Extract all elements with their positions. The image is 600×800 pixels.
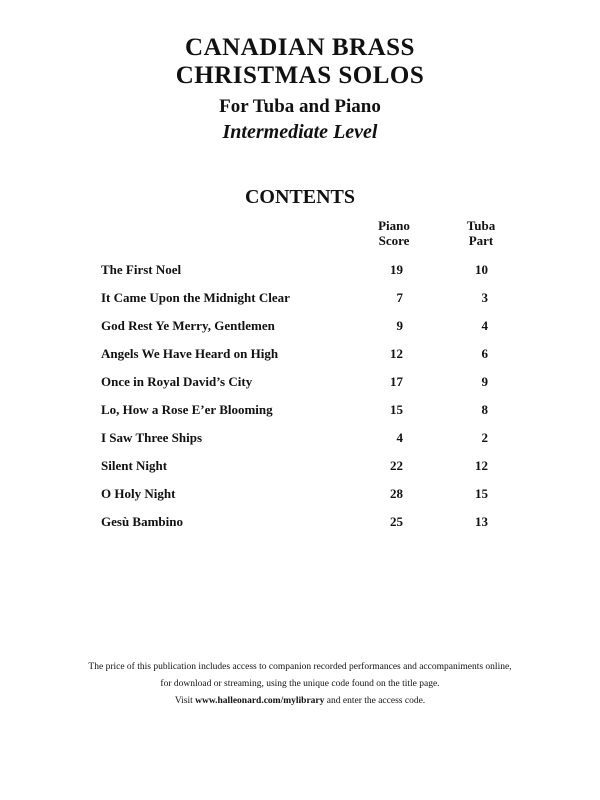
- toc-row: [0, 426, 600, 454]
- toc-title: God Rest Ye Merry, Gentlemen: [101, 318, 275, 333]
- title-line-1: CANADIAN BRASS: [185, 34, 415, 61]
- toc-tuba-page: 2: [481, 430, 488, 445]
- footer-line-2: for download or streaming, using the unique code found on the title page.: [160, 679, 440, 689]
- toc-row: [0, 314, 600, 342]
- footer-visit-prefix: Visit: [174, 696, 196, 706]
- tuba-part-header: Tuba Part: [466, 218, 496, 248]
- footer-line-1: The price of this publication includes access to companion recorded performances and accompaniments online,: [88, 662, 512, 672]
- toc-tuba-page: 10: [475, 262, 488, 277]
- toc-row: [0, 510, 600, 538]
- title-line-2: CHRISTMAS SOLOS: [175, 62, 425, 89]
- toc-row: [0, 258, 600, 286]
- toc-title: Once in Royal David’s City: [101, 374, 253, 389]
- toc-title: O Holy Night: [101, 486, 176, 501]
- toc-row: [0, 342, 600, 370]
- table-of-contents: [0, 258, 600, 538]
- toc-piano-page: 28: [390, 486, 403, 501]
- toc-tuba-page: 3: [481, 290, 488, 305]
- contents-heading: CONTENTS: [244, 186, 356, 208]
- toc-tuba-page: 6: [481, 346, 488, 361]
- toc-row: [0, 370, 600, 398]
- toc-row: [0, 286, 600, 314]
- toc-piano-page: 4: [396, 430, 403, 445]
- toc-row: [0, 454, 600, 482]
- toc-tuba-page: 4: [481, 318, 488, 333]
- toc-tuba-page: 9: [481, 374, 488, 389]
- subtitle: For Tuba and Piano: [219, 96, 381, 117]
- toc-piano-page: 7: [396, 290, 403, 305]
- toc-title: It Came Upon the Midnight Clear: [101, 290, 290, 305]
- toc-title: I Saw Three Ships: [101, 430, 203, 445]
- footer-line-3: [0, 693, 600, 710]
- toc-title: The First Noel: [101, 262, 182, 277]
- toc-piano-page: 25: [390, 514, 403, 529]
- toc-piano-page: 17: [390, 374, 403, 389]
- toc-title: Lo, How a Rose E’er Blooming: [101, 402, 273, 417]
- toc-piano-page: 9: [396, 318, 403, 333]
- toc-row: [0, 482, 600, 510]
- toc-title: Gesù Bambino: [101, 514, 183, 529]
- footer-visit-suffix: and enter the access code.: [324, 696, 426, 706]
- toc-row: [0, 398, 600, 426]
- level-label: Intermediate Level: [222, 121, 378, 143]
- toc-piano-page: 22: [390, 458, 403, 473]
- toc-tuba-page: 15: [475, 486, 488, 501]
- library-url-link[interactable]: www.halleonard.com/mylibrary: [195, 696, 325, 706]
- toc-piano-page: 19: [390, 262, 403, 277]
- toc-tuba-page: 12: [475, 458, 488, 473]
- toc-piano-page: 15: [390, 402, 403, 417]
- toc-tuba-page: 13: [475, 514, 488, 529]
- toc-piano-page: 12: [390, 346, 403, 361]
- toc-title: Silent Night: [101, 458, 168, 473]
- piano-score-header: Piano Score: [378, 218, 410, 248]
- toc-title: Angels We Have Heard on High: [101, 346, 279, 361]
- toc-tuba-page: 8: [481, 402, 488, 417]
